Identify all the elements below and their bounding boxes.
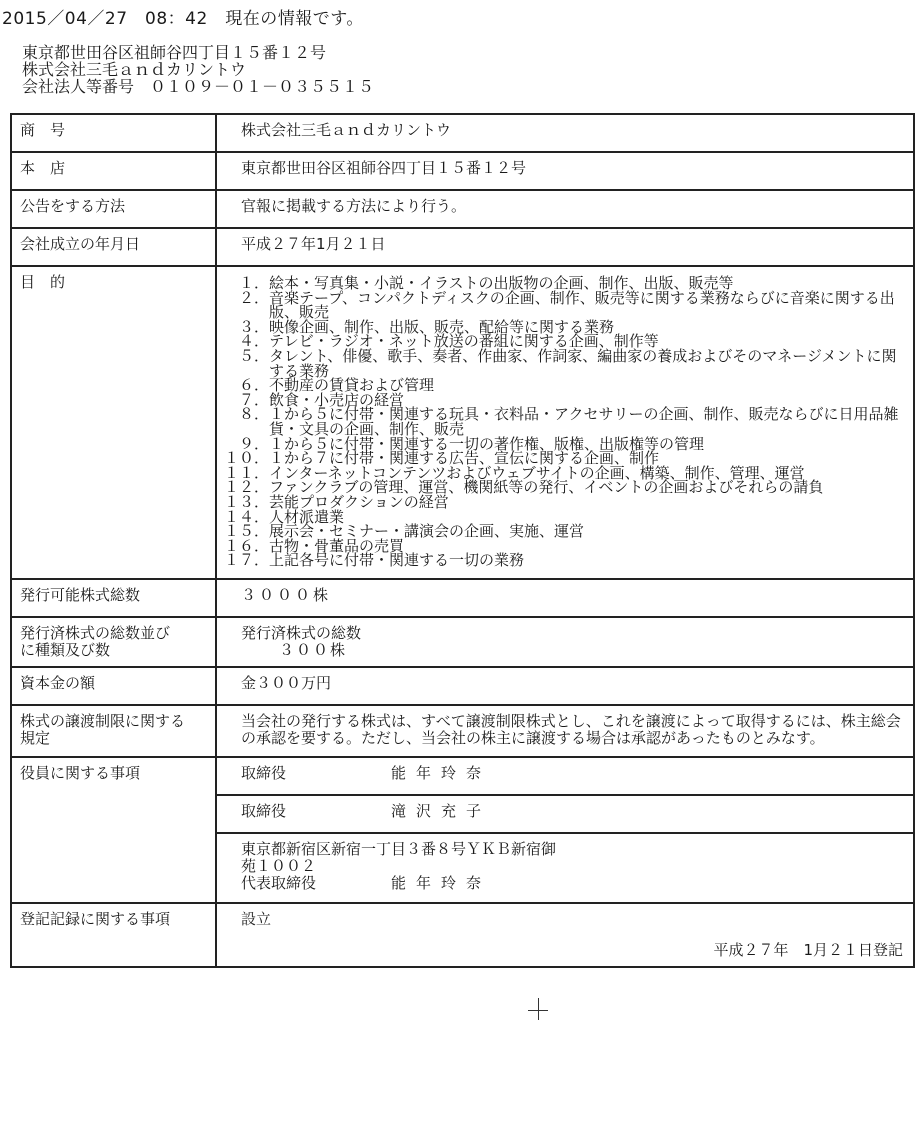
purpose-item-text: 絵本・写真集・小説・イラストの出版物の企画、制作、出版、販売等 <box>269 274 734 292</box>
purpose-item-text: 飲食・小売店の経営 <box>269 390 405 409</box>
address-line: 東京都世田谷区祖師谷四丁目１５番１２号 <box>22 43 327 62</box>
value-authorized-shares: ３０００株 <box>216 579 914 617</box>
label-purpose: 目 的 <box>11 266 216 579</box>
purpose-item-number: ２． <box>238 288 269 307</box>
label-notice-method: 公告をする方法 <box>11 190 216 228</box>
purpose-item-text: 映像企画、制作、出版、販売、配給等に関する業務 <box>269 317 615 336</box>
purpose-item-number: １７． <box>223 551 269 570</box>
row-capital <box>11 667 914 705</box>
rep-name: 能年玲奈 <box>391 873 492 892</box>
row-established <box>11 228 914 266</box>
label-head-office: 本 店 <box>11 152 216 190</box>
row-transfer-restriction <box>11 705 914 757</box>
officer-director-2 <box>216 795 914 833</box>
purpose-item-number: ９． <box>238 434 269 453</box>
purpose-item-number: ６． <box>238 376 269 395</box>
rep-address-1: 東京都新宿区新宿一丁目３番８号ＹＫＢ新宿御 <box>241 839 557 858</box>
timestamp-value: 2015／04／27 08：42 <box>2 9 208 29</box>
purpose-list <box>221 276 905 568</box>
purpose-item-text: 人材派遣業 <box>269 507 345 526</box>
purpose-item <box>221 346 905 380</box>
row-purpose <box>11 266 914 579</box>
officer-representative <box>216 833 914 903</box>
director2-title: 取締役 <box>241 801 287 820</box>
purpose-item-text: ファンクラブの管理、運営、機関紙等の発行、イベントの企画およびそれらの請負 <box>269 478 824 497</box>
value-established: 平成２７年1月２１日 <box>216 228 914 266</box>
purpose-item-number: ５． <box>238 346 269 365</box>
director1-name: 能年玲奈 <box>391 763 492 782</box>
officer-director-1 <box>216 757 914 795</box>
purpose-item-number: ３． <box>238 317 269 336</box>
label-issued-shares: 発行済株式の総数並びに種類及び数 <box>11 617 216 667</box>
purpose-item-number: １４． <box>223 507 269 526</box>
print-timestamp <box>2 4 364 29</box>
corporate-number-line: 会社法人等番号 ０１０９－０１－０３５５１５ <box>22 77 375 96</box>
label-registration: 登記記録に関する事項 <box>11 903 216 967</box>
cursor-crosshair-vertical <box>538 998 539 1020</box>
value-purpose <box>216 266 914 579</box>
purpose-item-number: １５． <box>223 522 269 541</box>
purpose-item-text: タレント、俳優、歌手、奏者、作曲家、作詞家、編曲家の養成およびそのマネージメントに関する業務 <box>269 346 897 380</box>
registry-table <box>10 113 915 968</box>
purpose-item-text: 芸能プロダクションの経営 <box>269 492 449 511</box>
purpose-item <box>221 407 905 436</box>
registration-type: 設立 <box>241 909 272 928</box>
company-address-block <box>22 44 374 95</box>
cursor-crosshair-horizontal <box>528 1010 548 1011</box>
value-transfer-restriction: 当会社の発行する株式は、すべて譲渡制限株式とし、これを譲渡によって取得するには、株主総会の承認を要する。ただし、当会社の株主に譲渡する場合は承認があったものとみなす。 <box>216 705 914 757</box>
row-authorized-shares <box>11 579 914 617</box>
value-issued-shares <box>216 617 914 667</box>
registration-date: 平成２７年 1月２１日登記 <box>713 940 903 959</box>
label-authorized-shares: 発行可能株式総数 <box>11 579 216 617</box>
row-trade-name <box>11 114 914 152</box>
row-registration <box>11 903 914 967</box>
purpose-item-text: インターネットコンテンツおよびウェブサイトの企画、構築、制作、管理、運営 <box>269 463 805 482</box>
issued-shares-title: 発行済株式の総数 <box>241 623 362 642</box>
purpose-item-number: １２． <box>223 478 269 497</box>
purpose-item-number: ７． <box>238 390 269 409</box>
director1-title: 取締役 <box>241 763 287 782</box>
rep-director <box>241 875 905 892</box>
purpose-item-number: １１． <box>223 463 269 482</box>
purpose-item-text: 古物・骨董品の売買 <box>269 536 405 555</box>
purpose-item-text: 展示会・セミナー・講演会の企画、実施、運営 <box>269 522 585 541</box>
rep-address-2: 苑１００２ <box>241 856 317 875</box>
purpose-item-text: 上記各号に付帯・関連する一切の業務 <box>269 551 525 570</box>
director2-name: 滝沢充子 <box>391 801 492 820</box>
row-issued-shares <box>11 617 914 667</box>
company-name-line: 株式会社三毛ａｎｄカリントウ <box>22 60 247 79</box>
purpose-item-text: 不動産の賃貸および管理 <box>269 376 435 395</box>
purpose-item-number: １６． <box>223 536 269 555</box>
label-officers: 役員に関する事項 <box>11 757 216 903</box>
purpose-item-number: ４． <box>238 332 269 351</box>
label-transfer-restriction: 株式の譲渡制限に関する規定 <box>11 705 216 757</box>
row-officers-1 <box>11 757 914 795</box>
value-head-office: 東京都世田谷区祖師谷四丁目１５番１２号 <box>216 152 914 190</box>
purpose-item-number: １． <box>238 274 269 292</box>
purpose-item-text: １から７に付帯・関連する広告、宣伝に関する企画、制作 <box>269 449 660 468</box>
timestamp-note: 現在の情報です。 <box>225 9 364 29</box>
purpose-item-number: ８． <box>238 405 269 424</box>
value-capital: 金３００万円 <box>216 667 914 705</box>
purpose-item-number: １０． <box>223 449 269 468</box>
purpose-item-text: テレビ・ラジオ・ネット放送の番組に関する企画、制作等 <box>269 332 659 351</box>
purpose-item-text: １から５に付帯・関連する玩具・衣料品・アクセサリーの企画、制作、販売ならびに日用品雑貨・文具の企画、制作、販売 <box>269 405 899 438</box>
label-established: 会社成立の年月日 <box>11 228 216 266</box>
label-trade-name: 商 号 <box>11 114 216 152</box>
purpose-item <box>221 288 905 322</box>
rep-title: 代表取締役 <box>241 873 317 892</box>
purpose-item-text: 音楽テープ、コンパクトディスクの企画、制作、販売等に関する業務ならびに音楽に関する出版、販売 <box>269 288 895 322</box>
value-registration <box>216 903 914 967</box>
purpose-item <box>221 553 905 568</box>
row-head-office <box>11 152 914 190</box>
value-notice-method: 官報に掲載する方法により行う。 <box>216 190 914 228</box>
purpose-item-number: １３． <box>223 492 269 511</box>
row-notice-method <box>11 190 914 228</box>
purpose-item-text: １から５に付帯・関連する一切の著作権、版権、出版権等の管理 <box>269 434 705 453</box>
value-trade-name: 株式会社三毛ａｎｄカリントウ <box>216 114 914 152</box>
issued-shares-count: ３００株 <box>279 640 348 659</box>
label-capital: 資本金の額 <box>11 667 216 705</box>
